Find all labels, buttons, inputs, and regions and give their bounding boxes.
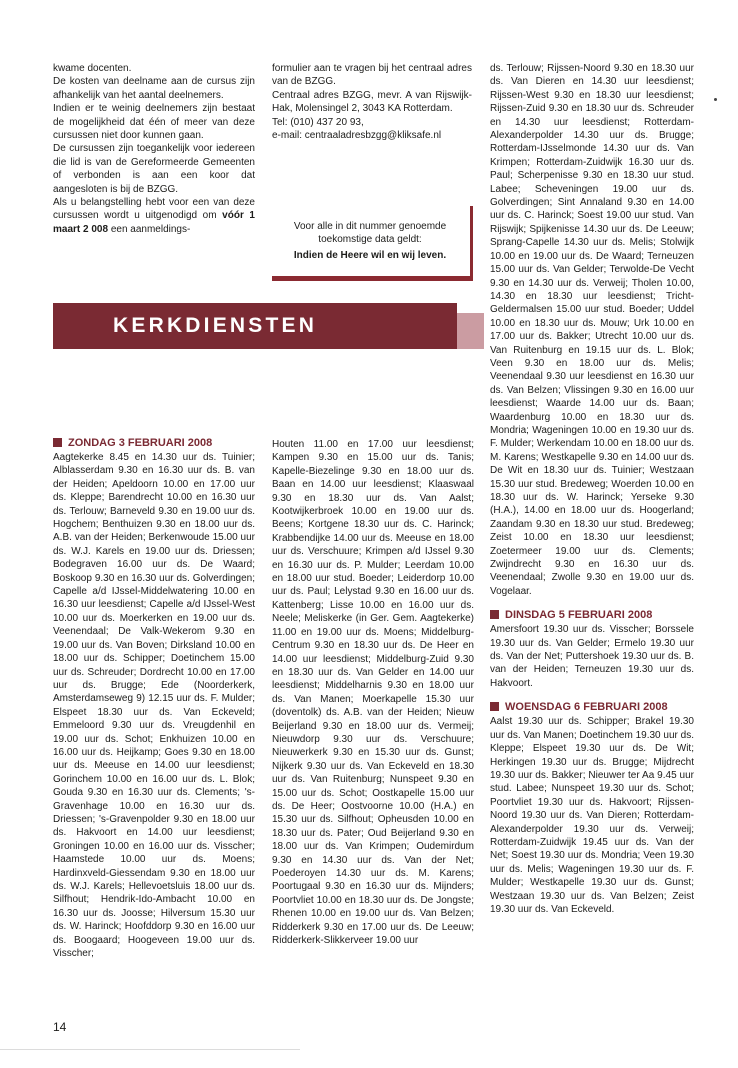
note-box (272, 206, 473, 281)
section-heading-text: WOENSDAG 6 FEBRUARI 2008 (505, 701, 668, 714)
services-text: Aalst 19.30 uur ds. Schipper; Brakel 19.30 uur ds. Van Manen; Doetinchem 19.30 uur ds. Kleppe; Elspeet 19.30 uur ds. De Wit; Herkingen 19.30 uur ds. Brugge; Mijdrecht 19.30 uur ds. Bakker; Nieuwer ter Aa 9.45 uur stud. Labee; Nunspeet 19.30 uur ds. Schot; Poortvliet 19.30 uur ds. Hakvoort; Rijssen-Noord 19.30 uur ds. Van Dieren; Rotterdam-Alexanderpolder 19.30 uur ds. Verweij; Rotterdam-Zuidwijk 19.45 uur ds. Van der Net; Soest 19.30 uur ds. Mondria; Veen 19.30 uur ds. Melis; Wageningen 19.30 uur ds. F. Mulder; Westkapelle 19.30 uur ds. Gunst; Westzaan 19.30 uur ds. Van Belzen; Zeist 19.30 uur ds. Van Eckeveld. (490, 716, 694, 915)
banner-shadow (457, 313, 484, 349)
page-number: 14 (53, 1020, 67, 1034)
course-paragraph: De kosten van deelname aan de cursus zijn afhankelijk van het aantal deelnemers. (53, 76, 255, 101)
course-paragraph (53, 196, 255, 236)
services-text: Aagtekerke 8.45 en 14.30 uur ds. Tuinier; Alblasserdam 9.30 en 16.30 uur ds. B. van der Heiden; Apeldoorn 10.00 en 17.00 uur ds. Kleppe; Barendrecht 10.00 en 16.30 uur ds. Terlouw; Barneveld 9.30 en 19.00 uur ds. Hogchem; Benthuizen 9.30 en 18.00 uur ds. A.B. van der Heiden; Berkenwoude 15.00 uur ds. W.J. Karels en 19.00 uur ds. Driessen; Bodegraven 16.00 uur ds. De Waard; Boskoop 9.30 en 16.30 uur ds. Golverdingen; Capelle a/d IJssel-Middelwatering 10.00 en 16.30 uur leesdienst; Capelle a/d IJssel-West 10.00 uur ds. Moerkerken en 19.00 uur ds. Veenendaal; De Valk-Wekerom 9.30 en 19.00 uur ds. Van Boven; Dirksland 10.00 en 18.00 uur ds. Schipper; Doetinchem 15.00 uur ds. Schreuder; Dordrecht 10.00 en 17.00 uur ds. Brugge; Ede (Noorderkerk, Amsterdamseweg 9) 12.15 uur ds. F. Mulder; Elspeet 18.30 uur ds. Van Eckeveld; Emmeloord 9.30 uur ds. Vreugdenhil en 19.00 uur ds. Schot; Enkhuizen 10.00 en 16.00 uur ds. Heijkamp; Goes 9.30 en 18.00 uur ds. Meeuse en 14.00 uur leesdienst; Gorinchem 10.00 en 16.00 uur ds. L. Blok; Gouda 9.30 en 16.30 uur ds. Clements; 's-Gravenhage 10.00 en 16.30 uur ds. Driessen; 's-Gravenpolder 9.30 en 18.00 uur ds. Hakvoort en 14.00 uur leesdienst; Groningen 10.00 en 16.00 uur ds. Visscher; Haamstede 10.00 uur ds. Moens; Hardinxveld-Giessendam 9.30 en 18.00 uur ds. W.J. Karels; Hellevoetsluis 18.00 uur ds. Silfhout; Hendrik-Ido-Ambacht 10.00 en 16.30 uur ds. Joosse; Hilversum 15.30 uur ds. W. Harinck; Hoofddorp 9.30 en 16.00 uur ds. Boogaard; Hoogeveen 19.00 uur ds. Visscher; (53, 452, 255, 960)
deadline-date: vóór 1 maart 2 008 (53, 210, 255, 235)
contact-address: Centraal adres BZGG, mevr. A van Rijswijk-Hak, Molensingel 2, 3043 KA Rotterdam. (272, 89, 472, 115)
square-bullet-icon (490, 702, 499, 711)
footer-divider (0, 1049, 300, 1050)
services-column-3 (490, 62, 694, 1006)
services-text: Amersfoort 19.30 uur ds. Visscher; Borssele 19.30 uur ds. Van Gelder; Ermelo 19.30 uur ds. Van der Net; Puttershoek 19.30 uur ds. B. van der Heiden; Terneuzen 19.30 uur ds. Hakvoort. (490, 624, 694, 689)
services-text: Houten 11.00 en 17.00 uur leesdienst; Kampen 9.30 en 15.00 uur ds. Tanis; Kapelle-Biezelinge 9.30 en 18.00 uur ds. Baan en 14.00 uur leesdienst; Klaaswaal 9.30 en 18.30 uur ds. Van Aalst; Kootwijkerbroek 10.00 en 19.00 uur ds. Beens; Kortgene 18.30 uur ds. C. Harinck; Krabbendijke 14.00 uur ds. Meeuse en 18.00 uur ds. Verschuure; Krimpen a/d IJssel 9.30 en 16.30 uur ds. P. Mulder; Leerdam 10.00 en 18.00 uur stud. Boeder; Leiderdorp 10.00 uur ds. Paul; Lelystad 9.30 en 16.00 uur ds. Kattenberg; Lisse 10.00 en 16.00 uur ds. Neele; Meliskerke (in Ger. Gem. Aagtekerke) 11.00 en 19.00 uur ds. Moens; Middelburg-Centrum 9.30 en 18.30 uur ds. De Heer en 14.00 uur leesdienst; Middelburg-Zuid 9.30 en 18.30 uur ds. Van Gelder en 14.00 uur leesdienst; Middelharnis 9.30 en 18.00 uur ds. Van Manen; Moerkapelle 15.30 uur (doventolk) ds. A.B. van der Heiden; Nieuw Beijerland 9.30 en 18.00 uur ds. Vermeij; Nieuwdorp 9.30 uur ds. Verschuure; Nieuwerkerk 9.30 en 15.30 uur ds. Gunst; Nijkerk 9.30 uur ds. Van Eckeveld en 18.30 uur ds. Van Ruitenburg; Nunspeet 9.30 en 15.00 uur ds. Schot; Oostkapelle 15.00 uur ds. De Heer; Oostvoorne 10.00 (H.A.) en 15.30 uur ds. Silfhout; Opheusden 10.00 en 18.30 uur ds. Pater; Oud Beijerland 9.30 en 18.00 uur ds. Van Krimpen; Oudemirdum 9.30 en 14.30 uur ds. Van der Net; Poederoyen 14.30 uur ds. M. Karens; Poortugaal 9.30 en 16.30 uur ds. Mijnders; Poortvliet 10.00 en 18.30 uur ds. De Jongste; Rhenen 10.00 en 19.00 uur ds. Van Belzen; Ridderkerk 9.30 en 17.00 uur ds. De Leeuw; Ridderkerk-Slikkerveer 19.00 uur (272, 439, 474, 947)
section-heading-tuesday (490, 608, 694, 622)
note-emphasis: Indien de Heere wil en wij leven. (293, 250, 447, 261)
section-heading-text: ZONDAG 3 FEBRUARI 2008 (68, 437, 213, 449)
services-column-1 (53, 436, 255, 1004)
services-column-2 (272, 438, 474, 1004)
course-text: Als u belangstelling hebt voor een van deze cursussen wordt u uitgenodigd om (53, 197, 255, 222)
course-text: een aanmeldings- (110, 223, 191, 235)
course-text-column-1 (53, 62, 255, 280)
course-text-column-2 (272, 62, 472, 182)
contact-phone: Tel: (010) 437 20 93, (272, 116, 364, 128)
course-paragraph: formulier aan te vragen bij het centraal adres van de BZGG. (272, 63, 472, 88)
section-heading-text: DINSDAG 5 FEBRUARI 2008 (505, 609, 653, 622)
section-heading-sunday (53, 436, 255, 450)
course-paragraph: Indien er te weinig deelnemers zijn bestaat de mogelijkheid dat één of meer van deze cursussen niet door kunnen gaan. (53, 103, 255, 142)
section-heading-wednesday (490, 700, 694, 714)
contact-email: e-mail: centraaladresbzgg@kliksafe.nl (272, 130, 442, 142)
course-paragraph: kwame docenten. (53, 63, 132, 74)
banner-title: KERKDIENSTEN (113, 314, 318, 337)
scan-speck (714, 98, 717, 101)
note-text: Voor alle in dit nummer genoemde toekomstige data geldt: (293, 221, 447, 246)
services-text: ds. Terlouw; Rijssen-Noord 9.30 en 18.30 uur ds. Van Dieren en 14.30 uur leesdienst; Rijssen-West 9.30 en 18.30 uur leesdienst; Rijssen-Zuid 9.30 en 18.30 uur ds. Schreuder en 14.30 uur leesdienst; Rotterdam-Alexanderpolder 14.30 uur ds. Brugge; Rotterdam-IJsselmonde 14.30 uur ds. Van Krimpen; Rotterdam-Zuidwijk 16.30 uur ds. Paul; Scherpenisse 9.30 en 18.30 uur stud. Labee; Scheveningen 19.00 uur ds. Golverdingen; Sint Annaland 9.30 en 14.00 uur ds. C. Harinck; Soest 19.00 uur stud. Van Rijswijk; Spijkenisse 14.30 uur ds. De Leeuw; Sprang-Capelle 14.30 uur ds. Melis; Stolwijk 10.00 en 19.00 uur ds. De Waard; Terneuzen 15.00 uur ds. Van Gelder; Terwolde-De Vecht 9.30 en 14.30 uur ds. Verweij; Tholen 10.00, 14.30 en 18.30 uur leesdienst; Tricht-Geldermalsen 15.00 uur stud. Boeder; Uddel 10.00 en 18.30 uur ds. Mouw; Urk 10.00 en 17.00 uur ds. Bakker; Utrecht 10.00 uur ds. Van Ruitenburg en 19.15 uur ds. L. Blok; Veen 9.30 en 18.00 uur ds. Melis; Veenendaal 9.30 uur leesdienst en 16.30 uur ds. Van Belzen; Vlissingen 9.30 en 16.00 uur leesdienst; Waarde 14.00 uur ds. Baan; Waardenburg 10.00 en 18.30 uur ds. Mondria; Wageningen 10.00 en 19.30 uur ds. F. Mulder; Werkendam 10.00 en 18.00 uur ds. M. Karens; Westkapelle 9.30 en 14.00 uur ds. De Wit en 18.30 uur ds. Tuinier; Westzaan 15.30 uur stud. Bredeweg; Woerden 10.00 en 18.30 uur ds. W. Harinck; Yerseke 9.30 (H.A.), 14.00 en 18.00 uur ds. Hoogerland; Zaandam 9.30 en 18.30 uur stud. Bredeweg; Zeist 10.00 en 18.30 uur leesdienst; Zoetermeer 19.00 uur ds. Clements; Zwijndrecht 9.30 en 16.30 uur ds. Veenendaal; Zwolle 9.30 en 19.00 uur ds. Vogelaar. (490, 63, 694, 597)
square-bullet-icon (490, 610, 499, 619)
section-banner (53, 303, 457, 349)
course-paragraph: De cursussen zijn toegankelijk voor iedereen die lid is van de Gereformeerde Gemeenten of verbonden is aan een koor dat aangesloten is bij de BZGG. (53, 143, 255, 195)
square-bullet-icon (53, 438, 62, 447)
